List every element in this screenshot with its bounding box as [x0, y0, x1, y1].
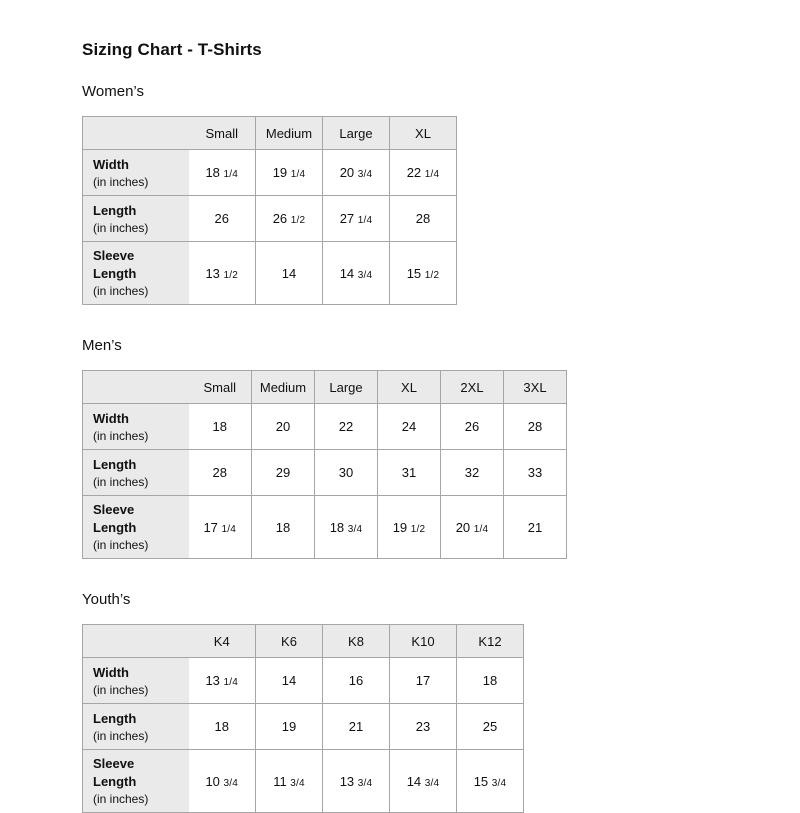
page-title: Sizing Chart - T-Shirts — [82, 40, 262, 59]
column-header: XL — [378, 371, 441, 404]
corner-cell — [83, 371, 189, 404]
size-cell: 18 — [189, 704, 256, 750]
size-cell: 14 3/4 — [390, 750, 457, 813]
fraction-value: 1/2 — [223, 269, 239, 281]
size-cell: 28 — [504, 404, 567, 450]
section-youths — [82, 590, 800, 813]
row-label-unit: (in inches) — [93, 220, 149, 235]
size-cell: 13 3/4 — [323, 750, 390, 813]
column-header: Medium — [252, 371, 315, 404]
fraction-value: 1/4 — [223, 169, 239, 180]
size-cell: 18 — [252, 496, 315, 559]
fraction-value: 1/4 — [357, 215, 373, 226]
column-header: K6 — [256, 625, 323, 658]
size-cell: 11 3/4 — [256, 750, 323, 813]
size-cell: 25 — [457, 704, 524, 750]
section-womens — [82, 82, 800, 305]
column-header: Medium — [256, 117, 323, 150]
row-label-unit: (in inches) — [93, 682, 149, 697]
fraction-value: 3/4 — [424, 777, 440, 789]
column-header: 2XL — [441, 371, 504, 404]
row-label-title: Width — [93, 410, 129, 426]
fraction-value: 3/4 — [347, 523, 363, 535]
size-cell: 15 1/2 — [390, 242, 457, 305]
row-label-unit: (in inches) — [93, 474, 149, 489]
size-cell: 26 — [441, 404, 504, 450]
fraction-value: 3/4 — [491, 777, 507, 789]
row-label-title: Sleeve Length — [93, 502, 137, 535]
size-cell: 20 1/4 — [441, 496, 504, 559]
column-header: Large — [315, 371, 378, 404]
row-label — [83, 196, 189, 242]
row-label-title: Sleeve Length — [93, 756, 137, 789]
row-label-unit: (in inches) — [93, 284, 149, 298]
size-cell: 18 1/4 — [189, 150, 256, 196]
size-cell: 18 — [457, 658, 524, 704]
mens-size-table — [82, 370, 567, 559]
row-label-title: Sleeve Length — [93, 248, 137, 281]
section-heading-mens: Men’s — [82, 337, 122, 354]
youths-size-table — [82, 624, 524, 813]
size-cell: 18 3/4 — [315, 496, 378, 559]
size-cell: 17 — [390, 658, 457, 704]
table-row — [83, 404, 567, 450]
row-label — [83, 750, 189, 813]
corner-cell — [83, 625, 189, 658]
column-header: K4 — [189, 625, 256, 658]
fraction-value: 1/2 — [424, 269, 440, 281]
row-label-title: Width — [93, 156, 129, 172]
column-header: XL — [390, 117, 457, 150]
table-row — [83, 750, 524, 813]
table-row — [83, 496, 567, 559]
size-cell: 29 — [252, 450, 315, 496]
section-mens — [82, 336, 800, 559]
header-row — [83, 371, 567, 404]
table-row — [83, 450, 567, 496]
womens-size-table — [82, 116, 457, 305]
size-cell: 26 — [189, 196, 256, 242]
size-cell: 22 1/4 — [390, 150, 457, 196]
row-label-title: Length — [93, 710, 137, 726]
corner-cell — [83, 117, 189, 150]
row-label — [83, 404, 189, 450]
size-cell: 20 3/4 — [323, 150, 390, 196]
fraction-value: 1/4 — [290, 169, 306, 180]
fraction-value: 3/4 — [357, 269, 373, 281]
table-row — [83, 658, 524, 704]
size-cell: 14 3/4 — [323, 242, 390, 305]
size-cell: 31 — [378, 450, 441, 496]
column-header: 3XL — [504, 371, 567, 404]
size-cell: 33 — [504, 450, 567, 496]
fraction-value: 1/4 — [473, 523, 489, 535]
fraction-value: 3/4 — [357, 169, 373, 180]
size-cell: 22 — [315, 404, 378, 450]
size-cell: 10 3/4 — [189, 750, 256, 813]
table-row — [83, 704, 524, 750]
size-cell: 21 — [323, 704, 390, 750]
row-label — [83, 704, 189, 750]
size-cell: 19 1/2 — [378, 496, 441, 559]
header-row — [83, 117, 457, 150]
size-cell: 17 1/4 — [189, 496, 252, 559]
size-cell: 24 — [378, 404, 441, 450]
section-heading-womens: Women’s — [82, 83, 144, 100]
fraction-value: 1/4 — [221, 523, 237, 535]
size-cell: 14 — [256, 242, 323, 305]
size-cell: 18 — [189, 404, 252, 450]
header-row — [83, 625, 524, 658]
table-row — [83, 196, 457, 242]
fraction-value: 3/4 — [290, 777, 305, 789]
size-cell: 26 1/2 — [256, 196, 323, 242]
size-cell: 19 1/4 — [256, 150, 323, 196]
row-label — [83, 658, 189, 704]
column-header: Small — [189, 117, 256, 150]
section-heading-youths: Youth’s — [82, 591, 131, 608]
fraction-value: 3/4 — [223, 777, 239, 789]
size-cell: 28 — [390, 196, 457, 242]
table-row — [83, 242, 457, 305]
size-cell: 27 1/4 — [323, 196, 390, 242]
size-cell: 13 1/4 — [189, 658, 256, 704]
size-cell: 32 — [441, 450, 504, 496]
size-cell: 20 — [252, 404, 315, 450]
fraction-value: 1/4 — [424, 169, 440, 180]
size-cell: 14 — [256, 658, 323, 704]
column-header: K12 — [457, 625, 524, 658]
fraction-value: 1/2 — [410, 523, 426, 535]
row-label — [83, 242, 189, 305]
row-label-unit: (in inches) — [93, 538, 149, 552]
table-row — [83, 150, 457, 196]
row-label-unit: (in inches) — [93, 792, 149, 806]
size-cell: 30 — [315, 450, 378, 496]
row-label-unit: (in inches) — [93, 174, 149, 189]
row-label-title: Length — [93, 202, 137, 218]
column-header: Large — [323, 117, 390, 150]
fraction-value: 3/4 — [357, 777, 373, 789]
fraction-value: 1/4 — [223, 677, 239, 688]
size-cell: 16 — [323, 658, 390, 704]
row-label-title: Width — [93, 664, 129, 680]
column-header: K8 — [323, 625, 390, 658]
size-cell: 28 — [189, 450, 252, 496]
row-label-unit: (in inches) — [93, 428, 149, 443]
row-label-title: Length — [93, 456, 137, 472]
size-cell: 21 — [504, 496, 567, 559]
column-header: Small — [189, 371, 252, 404]
fraction-value: 1/2 — [290, 215, 306, 226]
size-cell: 15 3/4 — [457, 750, 524, 813]
size-cell: 13 1/2 — [189, 242, 256, 305]
row-label-unit: (in inches) — [93, 728, 149, 743]
row-label — [83, 150, 189, 196]
size-cell: 23 — [390, 704, 457, 750]
size-cell: 19 — [256, 704, 323, 750]
row-label — [83, 496, 189, 559]
column-header: K10 — [390, 625, 457, 658]
row-label — [83, 450, 189, 496]
